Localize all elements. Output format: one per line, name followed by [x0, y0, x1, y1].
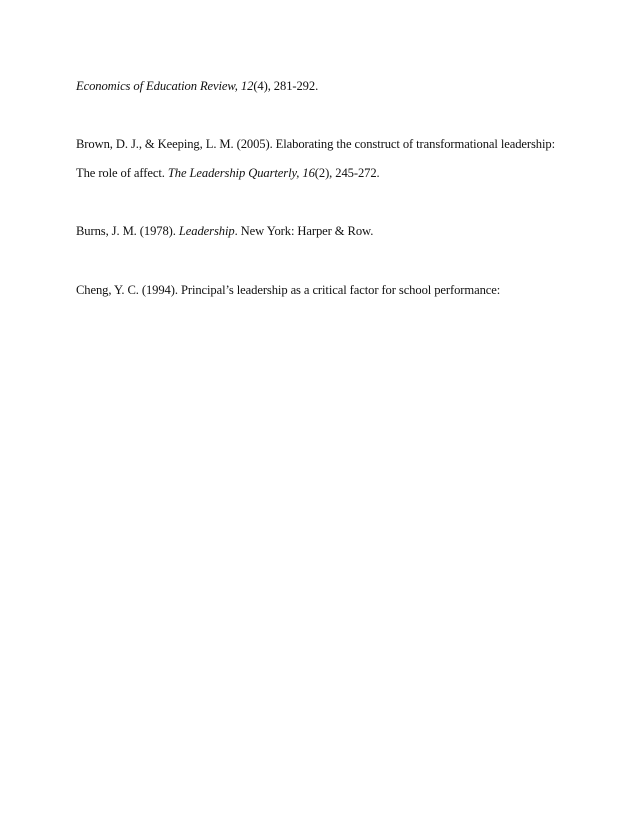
issue-pages: (2), 245-272. — [314, 166, 380, 180]
article-title-end: The role of affect. — [76, 166, 165, 180]
authors-year: Burns, J. M. (1978). — [76, 224, 176, 238]
reference-brown-line-1: Brown, D. J., & Keeping, L. M. (2005). Elaborating the construct of transformational leadership: — [76, 137, 555, 151]
reference-cheng-line-1: Cheng, Y. C. (1994). Principal’s leadership as a critical factor for school performance: — [76, 283, 501, 297]
reference-line-economics-review — [76, 78, 318, 94]
publisher: . New York: Harper & Row. — [234, 224, 374, 238]
volume-number: 16 — [302, 166, 315, 180]
issue-pages: (4), 281-292. — [253, 79, 319, 93]
reference-brown-line-2 — [76, 165, 380, 181]
volume-number: 12 — [240, 79, 254, 93]
book-title: Leadership — [178, 224, 235, 238]
reference-burns — [76, 223, 373, 239]
journal-title: The Leadership Quarterly, — [167, 166, 300, 180]
journal-title: Economics of Education Review, — [76, 79, 238, 93]
